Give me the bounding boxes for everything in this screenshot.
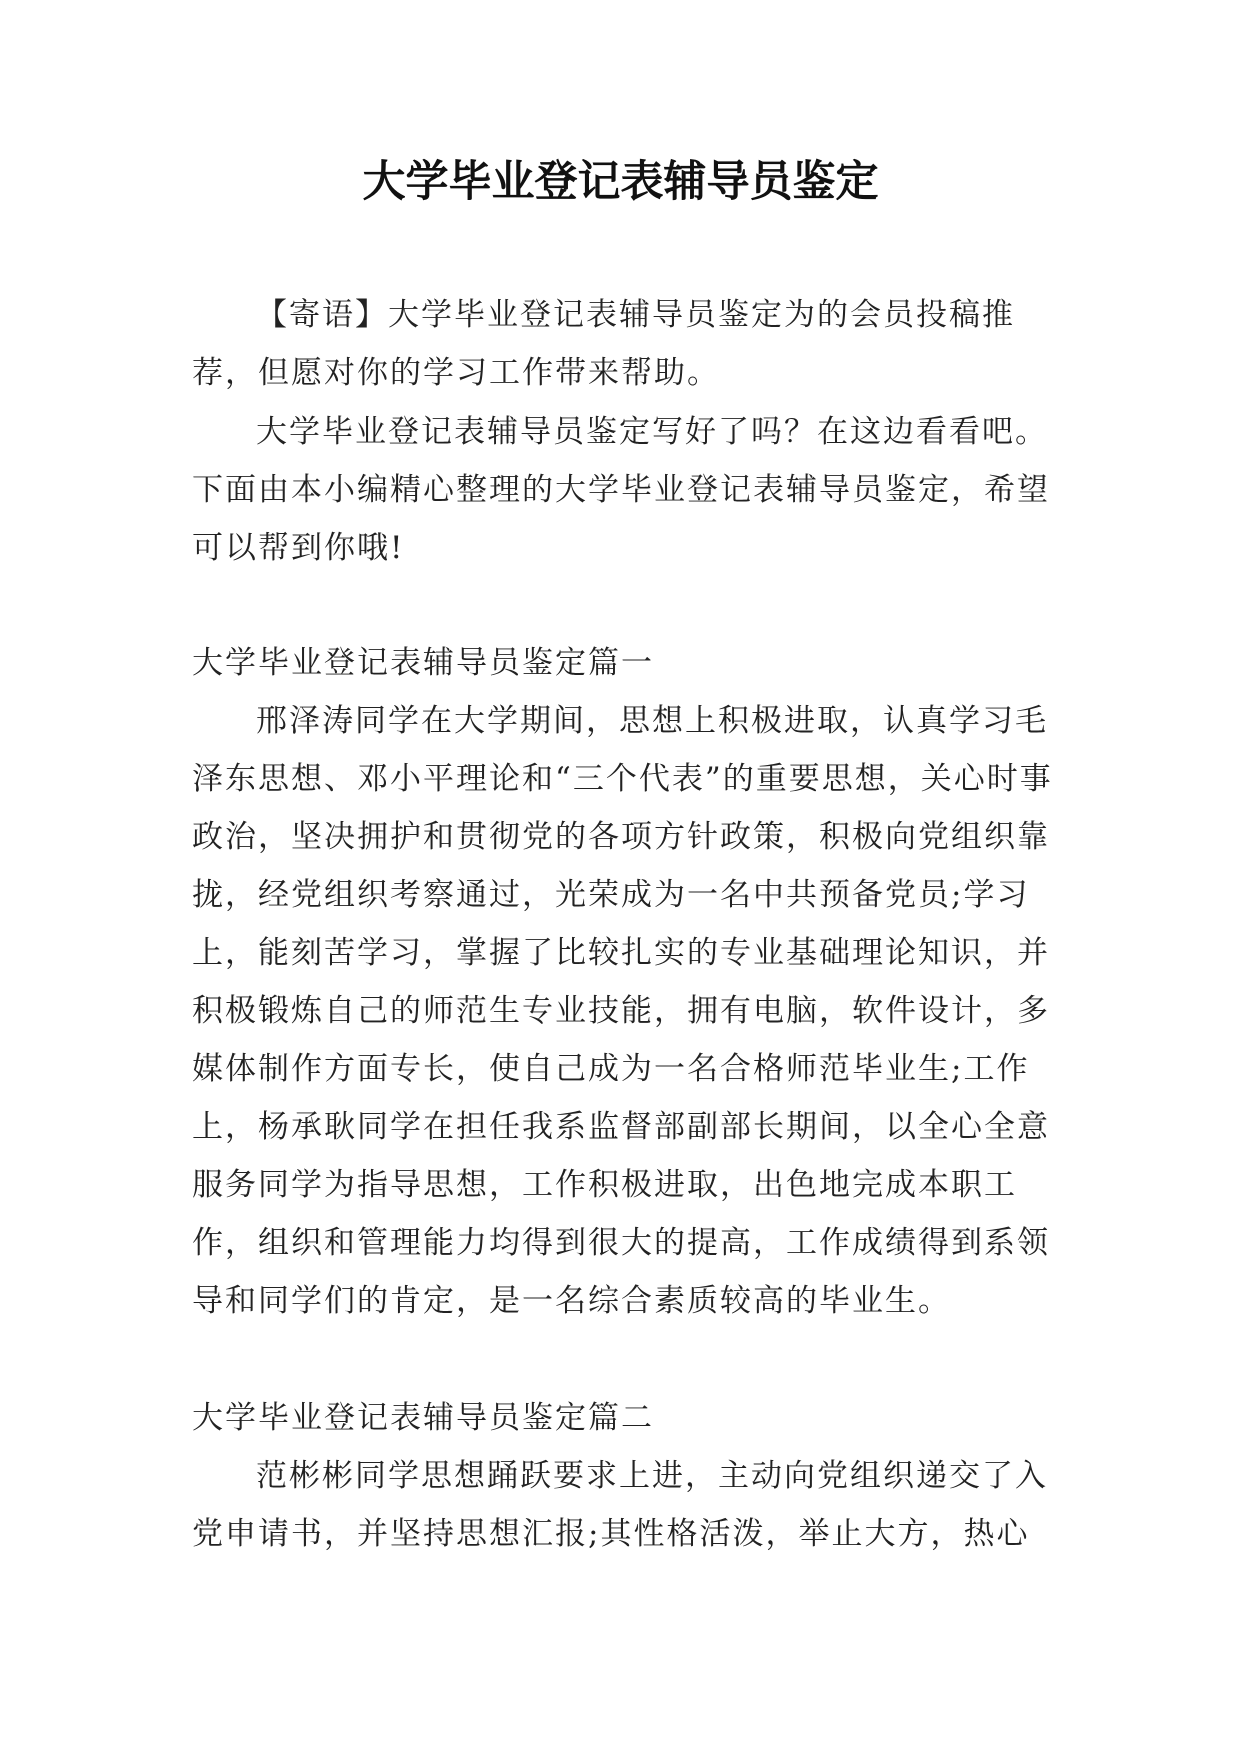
intro-paragraph-2: 大学毕业登记表辅导员鉴定写好了吗？在这边看看吧。下面由本小编精心整理的大学毕业登记表辅导员鉴定，希望可以帮到你哦! <box>192 414 1050 566</box>
section-2-heading: 大学毕业登记表辅导员鉴定篇二 <box>192 1400 654 1436</box>
section-1-body: 邢泽涛同学在大学期间，思想上积极进取，认真学习毛泽东思想、邓小平理论和“三个代表”的重要思想，关心时事政治，坚决拥护和贯彻党的各项方针政策，积极向党组织靠拢，经党组织考察通过，光荣成为一名中共预备党员;学习上，能刻苦学习，掌握了比较扎实的专业基础理论知识，并积极锻炼自己的师范生专业技能，拥有电脑，软件设计，多媒体制作方面专长，使自己成为一名合格师范毕业生;工作上，杨承耿同学在担任我系监督部副部长期间，以全心全意服务同学为指导思想，工作积极进取，出色地完成本职工作，组织和管理能力均得到很大的提高，工作成绩得到系领导和同学们的肯定，是一名综合素质较高的毕业生。 <box>192 703 1053 1319</box>
section-2-body: 范彬彬同学思想踊跃要求上进，主动向党组织递交了入党申请书，并坚持思想汇报;其性格活泼，举止大方，热心 <box>192 1458 1048 1552</box>
document-title: 大学毕业登记表辅导员鉴定 <box>362 157 879 207</box>
intro-block <box>192 286 1054 402</box>
section-1-heading: 大学毕业登记表辅导员鉴定篇一 <box>192 645 654 681</box>
section-body-block <box>192 692 1054 1330</box>
section-heading-block <box>192 1389 1054 1447</box>
intro-paragraph: 【寄语】大学毕业登记表辅导员鉴定为的会员投稿推荐，但愿对你的学习工作带来帮助。 <box>192 297 1015 391</box>
section-body-block <box>192 1447 1054 1563</box>
paragraph-block <box>192 403 1054 577</box>
section-heading-block <box>192 634 1054 692</box>
